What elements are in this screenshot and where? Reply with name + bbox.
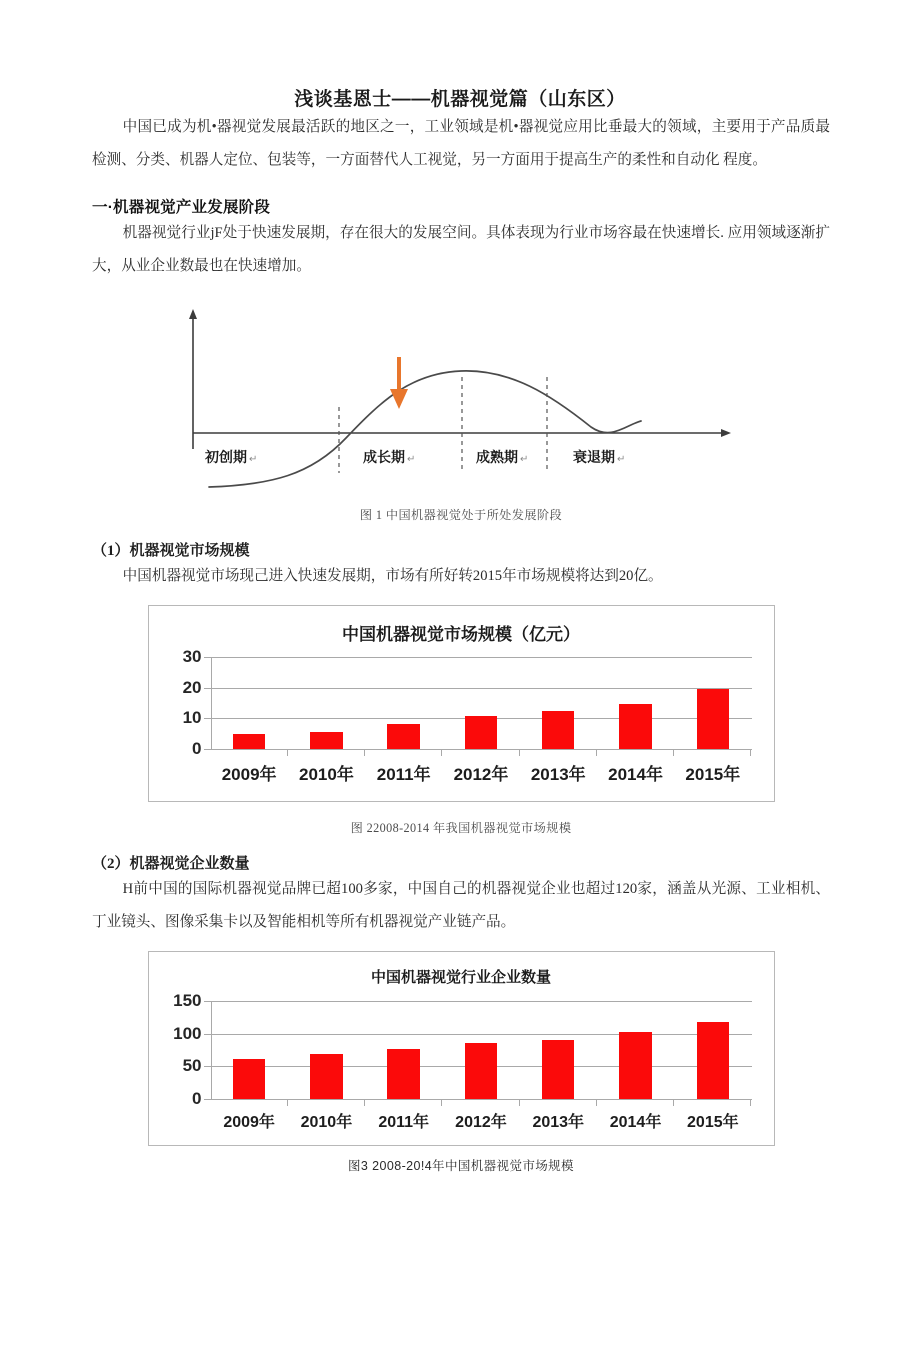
lifecycle-curve [209, 371, 641, 487]
intro-paragraph: 中国已成为机•器视觉发展最活跃的地区之一，工业领域是机•器视觉应用比垂最大的领域，主要用于产品质最检测、分类、机器人定位、包装等，一方面替代人工视觉，另一方面用于提高生产的柔性和自动化 程度。 [92, 119, 830, 168]
ytick-label-0: 0 [192, 1089, 202, 1108]
xlabel-2015: 2015年 [685, 765, 741, 785]
chart-market-size-plot [182, 647, 752, 785]
xtick [288, 749, 365, 756]
xlabel-2011: 2011年 [376, 765, 431, 785]
bar-slot [520, 1001, 597, 1099]
stage-mark-3: ↵ [617, 454, 626, 465]
growth-stage-arrowhead-icon [390, 389, 408, 409]
bar-slot [674, 1001, 751, 1099]
stage-mark-1: ↵ [407, 454, 416, 465]
xtick [211, 1099, 288, 1106]
chart-market-size [148, 605, 775, 802]
bar-slot [442, 657, 519, 749]
xlabel-2010: 2010年 [300, 1113, 353, 1131]
xtick [674, 1099, 751, 1106]
xlabel-2013: 2013年 [532, 1113, 585, 1131]
ytick-mark-0 [204, 749, 211, 750]
chart-company-count-title: 中国机器视觉行业企业数量 [370, 969, 551, 986]
ytick-mark-50 [204, 1066, 211, 1067]
x-axis-arrowhead-icon [721, 429, 731, 437]
xtick [365, 1099, 442, 1106]
figure-2-caption: 图 22008-2014 年我国机器视觉市场规模 [350, 821, 572, 835]
xtick [520, 749, 597, 756]
bar-2013 [542, 1040, 574, 1099]
subsection-2-paragraph: H前中国的国际机器视觉品牌已超100多家，中国自己的机器视觉企业也超过120家，涵盖从光源、工业相机、丁业镜头、图像采集卡以及智能相机等所有机器视觉产业链产品。 [92, 881, 830, 930]
xtick [520, 1099, 597, 1106]
xtick [288, 1099, 365, 1106]
bar-2014 [619, 704, 651, 749]
xlabel-2012: 2012年 [453, 765, 509, 785]
bar-2009 [233, 734, 265, 749]
chart-x-axis-ticks [211, 749, 752, 756]
bar-slot [674, 657, 751, 749]
bar-2012 [465, 1043, 497, 1099]
ytick-mark-20 [204, 688, 211, 689]
chart-company-count-plot [173, 991, 752, 1131]
lifecycle-diagram [92, 299, 830, 499]
bar-slot [211, 1001, 288, 1099]
page-title: 浅谈基恩士——机器视觉篇（山东区） [294, 89, 626, 110]
xlabel-2015: 2015年 [687, 1113, 739, 1131]
xlabel-2012: 2012年 [455, 1113, 507, 1131]
xtick [674, 749, 751, 756]
section-heading-1: 一·机器视觉产业发展阶段 [92, 199, 271, 216]
ytick-label-3: 30 [182, 647, 202, 666]
bar-2015 [697, 1022, 729, 1099]
xlabel-2009: 2009年 [223, 1113, 275, 1131]
ytick-label-0: 0 [192, 739, 202, 758]
chart-x-axis-ticks [211, 1099, 752, 1106]
chart-market-size-title: 中国机器视觉市场规模（亿元） [342, 625, 580, 644]
stage-mark-0: ↵ [249, 454, 258, 465]
ytick-label-1: 50 [182, 1056, 202, 1076]
bar-slot [597, 1001, 674, 1099]
subsection-heading-1: （1）机器视觉市场规模 [92, 543, 250, 559]
bar-2010 [310, 732, 342, 749]
bar-slot [288, 1001, 365, 1099]
chart-company-count-bars [211, 1001, 752, 1099]
ytick-label-2: 100 [173, 1023, 202, 1043]
bar-2010 [310, 1054, 342, 1099]
xtick [365, 749, 442, 756]
ytick-label-3: 150 [173, 991, 202, 1010]
chart-market-size-bars [211, 657, 752, 749]
xtick [597, 749, 674, 756]
ytick-mark-100 [204, 1034, 211, 1035]
xtick [211, 749, 288, 756]
bar-slot [211, 657, 288, 749]
figure-1-caption: 图 1 中国机器视觉处于所处发展阶段 [359, 508, 563, 522]
stage-label-2: 成熟期 [476, 449, 518, 465]
chart-market-size-xlabels [211, 760, 752, 785]
bar-slot [597, 657, 674, 749]
stage-label-3: 衰退期 [573, 449, 615, 465]
xlabel-2013: 2013年 [530, 765, 586, 785]
bar-2013 [542, 711, 574, 749]
stage-label-1: 成长期 [363, 449, 405, 465]
ytick-mark-30 [204, 657, 211, 658]
bar-2011 [387, 724, 419, 749]
subsection-heading-2: （2）机器视觉企业数量 [92, 856, 250, 872]
figure-3-caption: 图3 2008-20!4年中国机器视觉市场规模 [348, 1159, 574, 1173]
stage-label-0: 初创期 [205, 449, 247, 465]
bar-slot [442, 1001, 519, 1099]
bar-2015 [697, 689, 729, 749]
chart-company-count [148, 951, 775, 1146]
ytick-mark-150 [204, 1001, 211, 1002]
xlabel-2014: 2014年 [609, 1113, 662, 1131]
subsection-1-paragraph: 中国机器视觉市场现己进入快速发展期，市场有所好转2015年市场规模将达到20亿。 [122, 568, 663, 584]
bar-slot [365, 1001, 442, 1099]
xlabel-2009: 2009年 [221, 765, 277, 785]
ytick-mark-10 [204, 718, 211, 719]
bar-slot [288, 657, 365, 749]
document-body [92, 111, 830, 1174]
ytick-label-2: 20 [182, 677, 202, 697]
bar-2011 [387, 1049, 419, 1099]
xlabel-2010: 2010年 [299, 765, 354, 785]
xlabel-2011: 2011年 [378, 1113, 430, 1131]
xlabel-2014: 2014年 [608, 765, 663, 785]
bar-2014 [619, 1032, 651, 1099]
stage-mark-2: ↵ [520, 454, 529, 465]
ytick-mark-0 [204, 1099, 211, 1100]
xtick [442, 1099, 519, 1106]
y-axis-arrowhead-icon [189, 309, 197, 319]
lifecycle-svg [171, 299, 751, 499]
bar-slot [520, 657, 597, 749]
ytick-label-1: 10 [182, 708, 202, 728]
bar-slot [365, 657, 442, 749]
bar-2009 [233, 1059, 265, 1099]
xtick [597, 1099, 674, 1106]
bar-2012 [465, 716, 497, 749]
xtick [442, 749, 519, 756]
chart-company-count-xlabels [211, 1109, 752, 1132]
section-1-paragraph: 机器视觉行业jF处于快速发展期，存在很大的发展空间。具体表现为行业市场容最在快速增长. 应用领域逐渐扩大，从业企业数最也在快速增加。 [92, 225, 830, 274]
